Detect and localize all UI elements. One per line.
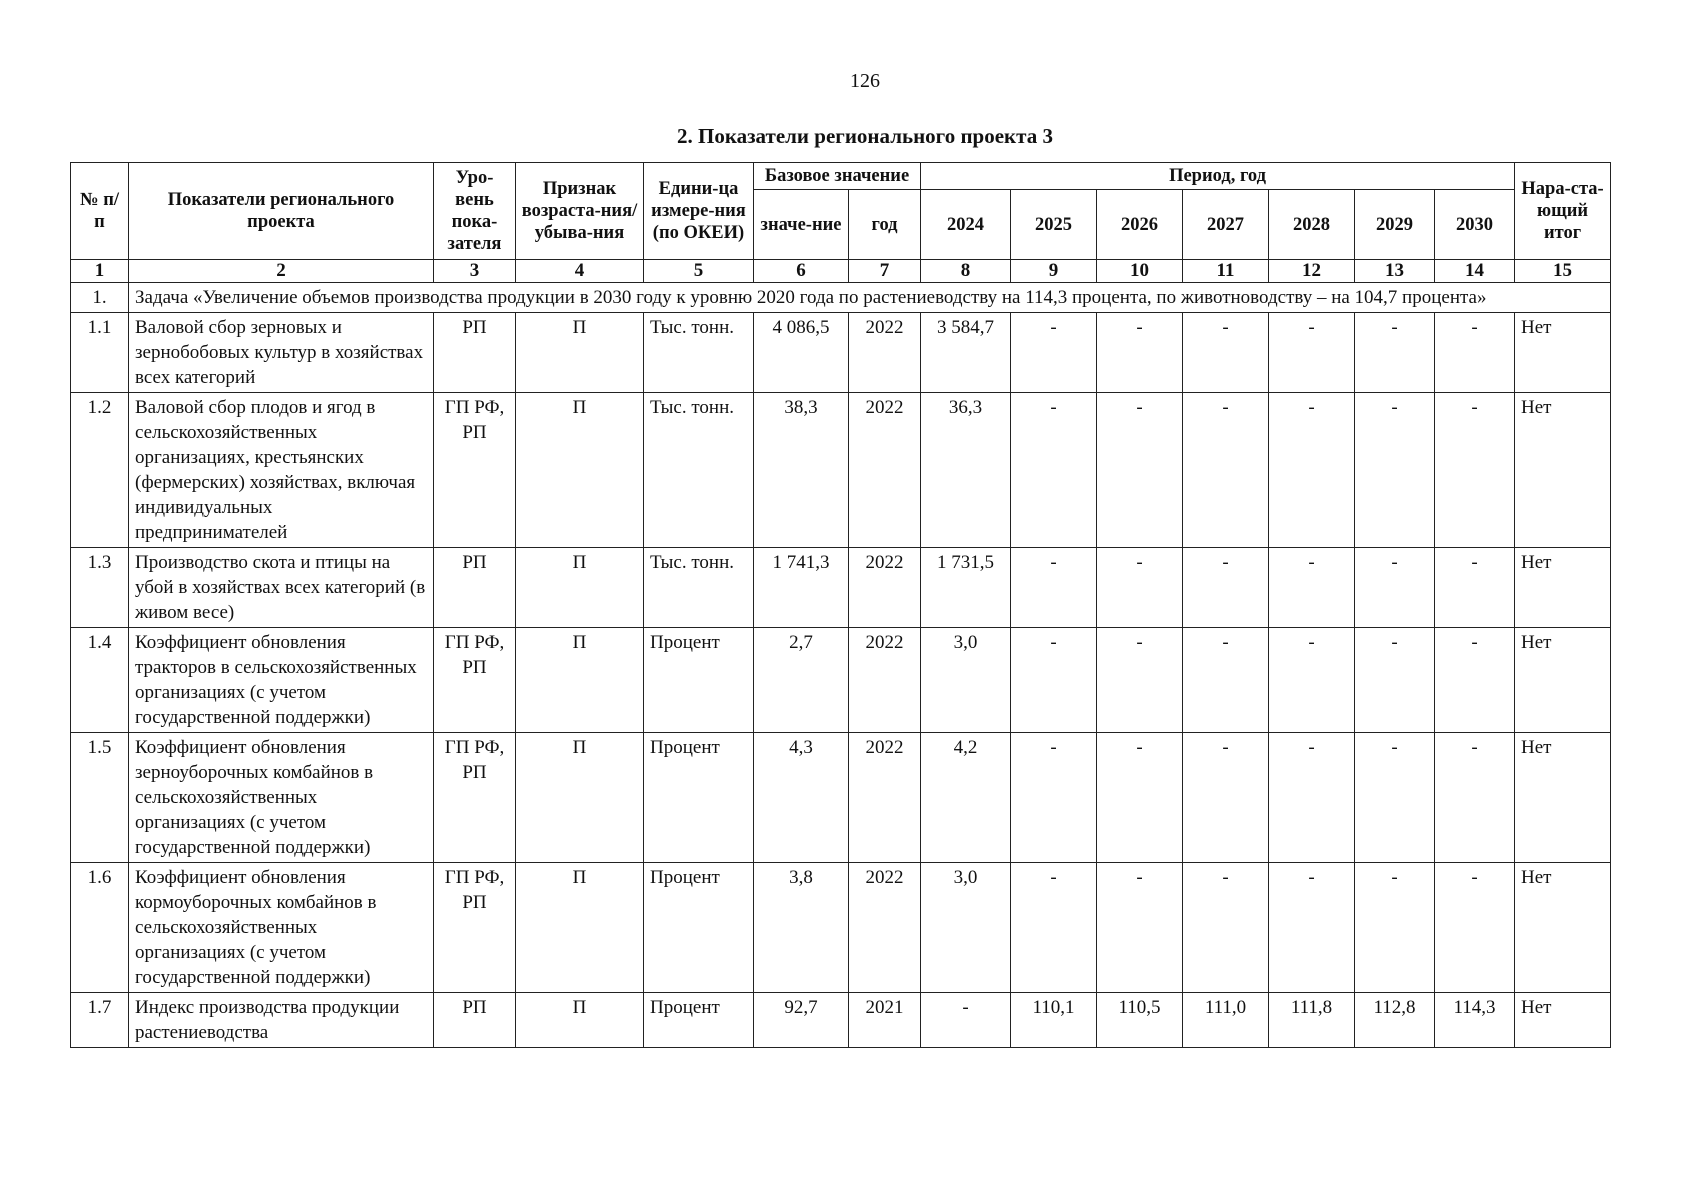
header-base: Базовое значение [754,163,921,190]
row-num: 1.7 [71,993,129,1048]
row-trend: П [516,733,644,863]
header-year: 2026 [1097,190,1183,260]
row-year-value: - [1183,733,1269,863]
row-cumulative: Нет [1515,863,1611,993]
column-number: 7 [849,260,921,283]
row-cumulative: Нет [1515,628,1611,733]
row-year-value: - [1435,733,1515,863]
row-level: ГП РФ, РП [434,863,516,993]
row-cumulative: Нет [1515,548,1611,628]
column-number: 4 [516,260,644,283]
row-base-value: 4,3 [754,733,849,863]
column-number: 8 [921,260,1011,283]
row-year-value: 114,3 [1435,993,1515,1048]
row-year-value: - [1011,863,1097,993]
row-year-value: - [1269,548,1355,628]
row-base-value: 3,8 [754,863,849,993]
row-indicator-name: Валовой сбор плодов и ягод в сельскохозяйственных организациях, крестьянских (фермерских) хозяйствах, включая индивидуальных предпринимателей [129,393,434,548]
header-trend: Признак возраста-ния/ убыва-ния [516,163,644,260]
row-cumulative: Нет [1515,993,1611,1048]
row-year-value: - [1355,733,1435,863]
row-cumulative: Нет [1515,733,1611,863]
row-level: РП [434,313,516,393]
row-num: 1.3 [71,548,129,628]
row-year-value: - [1097,628,1183,733]
row-base-value: 38,3 [754,393,849,548]
column-number: 12 [1269,260,1355,283]
indicators-table [70,162,1611,1048]
row-trend: П [516,548,644,628]
column-number: 6 [754,260,849,283]
row-base-year: 2022 [849,733,921,863]
row-unit: Процент [644,628,754,733]
row-year-value: - [1011,548,1097,628]
row-year-value: - [1269,393,1355,548]
row-trend: П [516,863,644,993]
row-year-value: - [1269,628,1355,733]
row-level: ГП РФ, РП [434,628,516,733]
row-level: ГП РФ, РП [434,393,516,548]
column-number: 3 [434,260,516,283]
row-year-value: - [1355,628,1435,733]
column-number: 11 [1183,260,1269,283]
column-number: 14 [1435,260,1515,283]
row-year-value: - [1435,313,1515,393]
row-base-value: 4 086,5 [754,313,849,393]
row-year-value: - [1355,313,1435,393]
row-base-year: 2022 [849,393,921,548]
column-number: 9 [1011,260,1097,283]
row-year-value: 111,0 [1183,993,1269,1048]
header-year: 2024 [921,190,1011,260]
row-cumulative: Нет [1515,393,1611,548]
header-base-year: год [849,190,921,260]
column-number: 10 [1097,260,1183,283]
page-number: 126 [850,70,880,92]
row-base-year: 2021 [849,993,921,1048]
row-indicator-name: Коэффициент обновления тракторов в сельскохозяйственных организациях (с учетом государственной поддержки) [129,628,434,733]
row-unit: Тыс. тонн. [644,548,754,628]
row-indicator-name: Коэффициент обновления кормоуборочных комбайнов в сельскохозяйственных организациях (с учетом государственной поддержки) [129,863,434,993]
row-level: РП [434,548,516,628]
row-indicator-name: Производство скота и птицы на убой в хозяйствах всех категорий (в живом весе) [129,548,434,628]
task-num: 1. [71,283,129,313]
task-row [71,283,1611,313]
row-unit: Процент [644,993,754,1048]
row-year-value: - [1183,548,1269,628]
header-year: 2028 [1269,190,1355,260]
row-year-value: - [1183,863,1269,993]
row-year-value: 3,0 [921,628,1011,733]
table-row [71,393,1611,548]
row-indicator-name: Индекс производства продукции растениеводства [129,993,434,1048]
header-year: 2027 [1183,190,1269,260]
header-num: № п/п [71,163,129,260]
row-unit: Процент [644,733,754,863]
row-year-value: - [1097,313,1183,393]
row-year-value: - [1011,313,1097,393]
row-year-value: - [1269,313,1355,393]
row-year-value: - [1183,628,1269,733]
header-year: 2029 [1355,190,1435,260]
row-year-value: 112,8 [1355,993,1435,1048]
table-row [71,628,1611,733]
row-year-value: - [1097,393,1183,548]
row-year-value: - [1435,863,1515,993]
row-base-year: 2022 [849,313,921,393]
row-year-value: - [1435,628,1515,733]
row-trend: П [516,393,644,548]
row-unit: Процент [644,863,754,993]
header-period: Период, год [921,163,1515,190]
row-year-value: 110,5 [1097,993,1183,1048]
row-year-value: - [1269,733,1355,863]
row-year-value: 3 584,7 [921,313,1011,393]
row-indicator-name: Валовой сбор зерновых и зернобобовых культур в хозяйствах всех категорий [129,313,434,393]
row-year-value: - [1435,393,1515,548]
row-year-value: - [1097,548,1183,628]
column-number: 5 [644,260,754,283]
row-year-value: - [1097,863,1183,993]
row-base-value: 92,7 [754,993,849,1048]
row-year-value: - [1097,733,1183,863]
row-year-value: 3,0 [921,863,1011,993]
row-num: 1.4 [71,628,129,733]
header-cumulative: Нара-ста-ющий итог [1515,163,1611,260]
row-base-year: 2022 [849,548,921,628]
task-text: Задача «Увеличение объемов производства продукции в 2030 году к уровню 2020 года по растениеводству на 114,3 процента, по животноводству – на 104,7 процента» [129,283,1611,313]
table-row [71,548,1611,628]
row-year-value: - [1355,863,1435,993]
row-cumulative: Нет [1515,313,1611,393]
header-level: Уро-вень пока-зателя [434,163,516,260]
document-title: 2. Показатели регионального проекта 3 [677,124,1053,148]
column-number: 13 [1355,260,1435,283]
column-number: 2 [129,260,434,283]
row-year-value: - [1183,393,1269,548]
row-level: ГП РФ, РП [434,733,516,863]
table-row [71,733,1611,863]
row-year-value: 111,8 [1269,993,1355,1048]
row-year-value: - [1269,863,1355,993]
row-base-year: 2022 [849,863,921,993]
header-base-value: значе-ние [754,190,849,260]
row-year-value: 110,1 [1011,993,1097,1048]
row-num: 1.6 [71,863,129,993]
row-year-value: - [1183,313,1269,393]
row-level: РП [434,993,516,1048]
row-year-value: - [1355,548,1435,628]
row-base-value: 2,7 [754,628,849,733]
row-trend: П [516,993,644,1048]
header-row-top [71,163,1611,190]
row-year-value: - [921,993,1011,1048]
row-num: 1.5 [71,733,129,863]
row-year-value: - [1011,628,1097,733]
row-year-value: - [1435,548,1515,628]
row-base-year: 2022 [849,628,921,733]
column-numbers-row [71,260,1611,283]
row-year-value: 36,3 [921,393,1011,548]
header-year: 2030 [1435,190,1515,260]
column-number: 15 [1515,260,1611,283]
table-row [71,993,1611,1048]
table-row [71,313,1611,393]
header-unit: Едини-ца измере-ния (по ОКЕИ) [644,163,754,260]
row-num: 1.1 [71,313,129,393]
row-trend: П [516,628,644,733]
row-year-value: - [1355,393,1435,548]
row-year-value: 1 731,5 [921,548,1011,628]
row-num: 1.2 [71,393,129,548]
header-year: 2025 [1011,190,1097,260]
table-row [71,863,1611,993]
header-indicator: Показатели регионального проекта [129,163,434,260]
row-base-value: 1 741,3 [754,548,849,628]
column-number: 1 [71,260,129,283]
row-year-value: 4,2 [921,733,1011,863]
row-indicator-name: Коэффициент обновления зерноуборочных комбайнов в сельскохозяйственных организациях (с учетом государственной поддержки) [129,733,434,863]
row-trend: П [516,313,644,393]
row-unit: Тыс. тонн. [644,313,754,393]
row-year-value: - [1011,733,1097,863]
row-unit: Тыс. тонн. [644,393,754,548]
row-year-value: - [1011,393,1097,548]
